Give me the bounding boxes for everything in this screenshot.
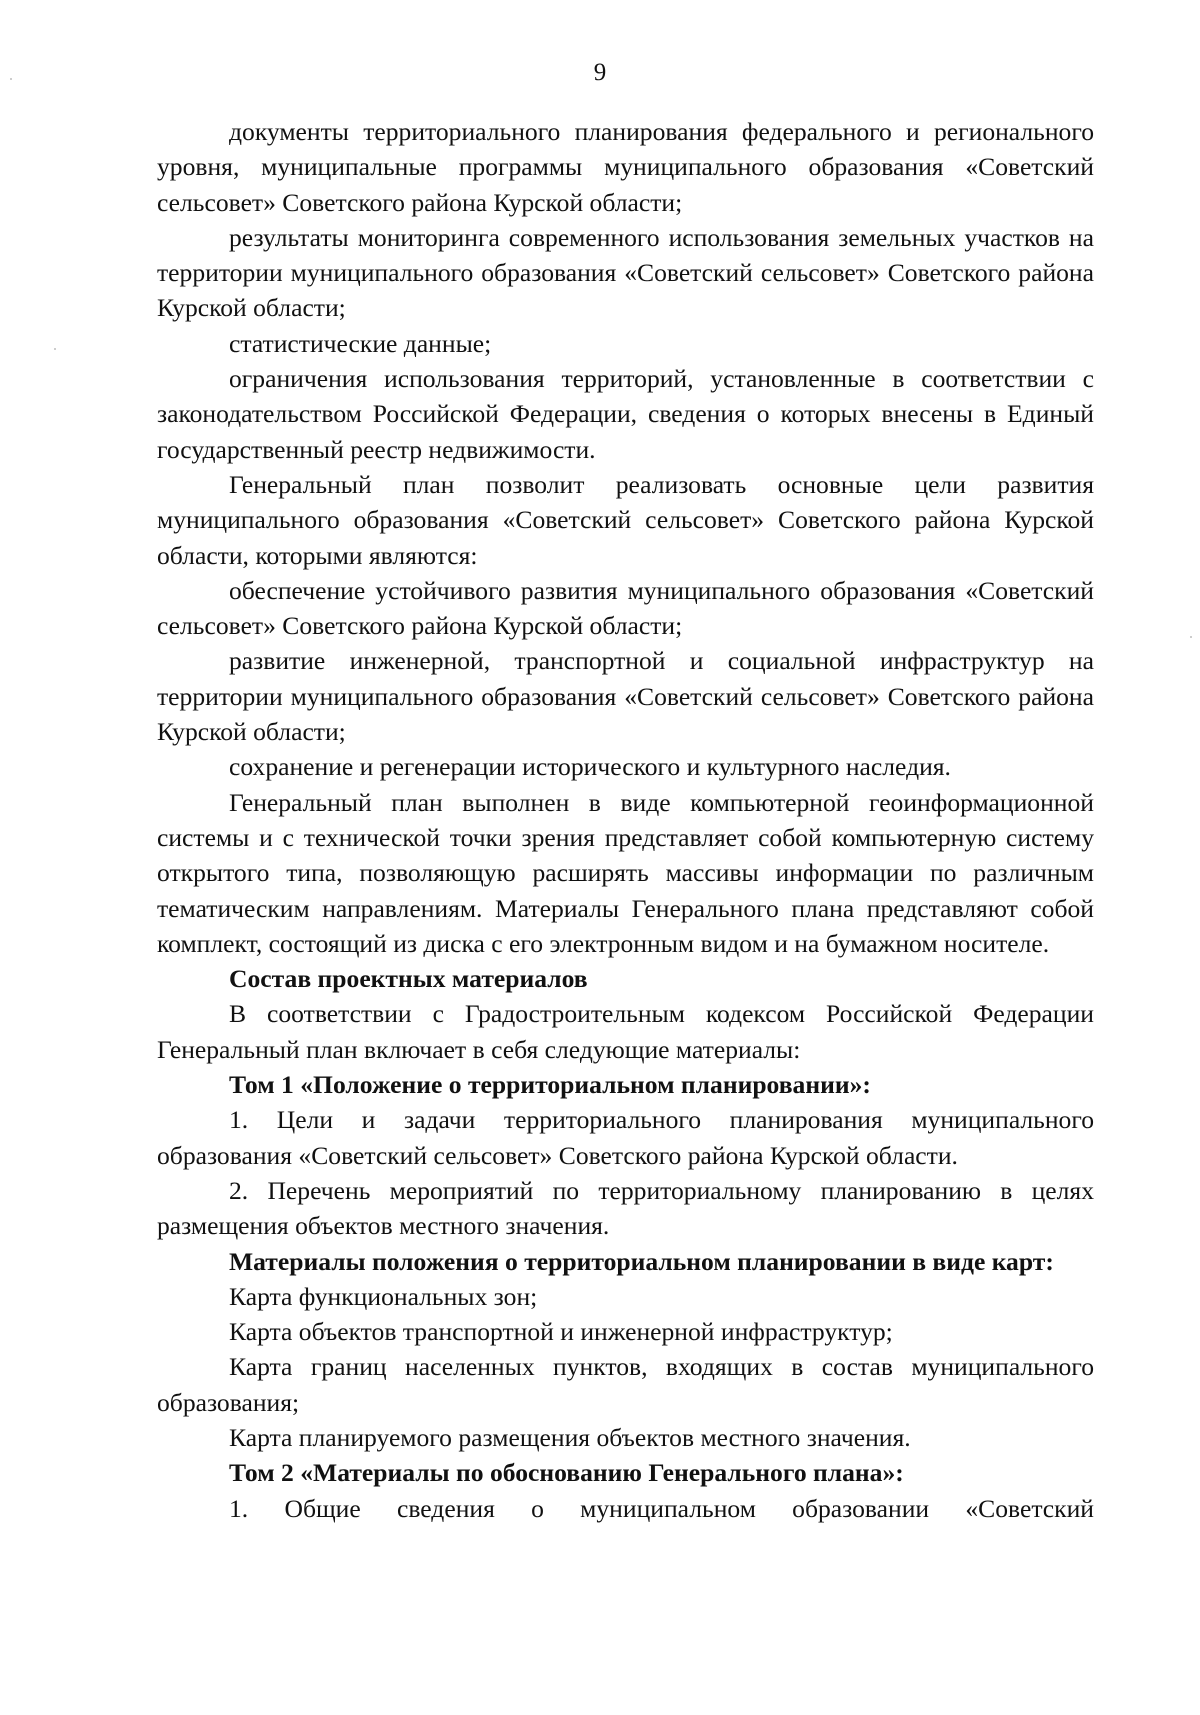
- map-transport-infrastructure: Карта объектов транспортной и инженерной инфраструктур;: [229, 1317, 893, 1347]
- map-local-objects: Карта планируемого размещения объектов местного значения.: [229, 1422, 911, 1452]
- paragraph-general-plan-goals: Генеральный план позволит реализовать основные цели развития муниципального образования «Советский сельсовет» Советского района Курской области, которыми являются:: [157, 469, 1094, 570]
- scan-speck: [1190, 636, 1192, 638]
- paragraph-source-documents: документы территориального планирования федерального и регионального уровня, муниципальные программы муниципального образования «Советский сельсовет» Советского района Курской области;: [157, 117, 1094, 217]
- list-item-measures: 2. Перечень мероприятий по территориальному планированию в целях размещения объектов местного значения.: [157, 1175, 1094, 1241]
- list-item-general-info: 1. Общие сведения о муниципальном образовании «Советский: [229, 1493, 1094, 1523]
- list-item-goals-tasks: 1. Цели и задачи территориального планирования муниципального образования «Советский сельсовет» Советского района Курской области.: [157, 1105, 1094, 1170]
- maps-materials-heading: Материалы положения о территориальном планировании в виде карт:: [229, 1246, 1054, 1276]
- map-functional-zones: Карта функциональных зон;: [229, 1281, 538, 1311]
- volume-2-heading: Том 2 «Материалы по обоснованию Генерального плана»:: [229, 1458, 904, 1488]
- paragraph-statistics: статистические данные;: [229, 328, 492, 358]
- scan-speck: [54, 348, 56, 350]
- paragraph-heritage: сохранение и регенерации исторического и культурного наследия.: [229, 752, 951, 782]
- paragraph-restrictions: ограничения использования территорий, установленные в соответствии с законодательством Российской Федерации, сведения о которых внесены в Единый государственный реестр недвижимости.: [157, 364, 1094, 464]
- map-settlement-boundaries: Карта границ населенных пунктов, входящих в состав муниципального образования;: [157, 1352, 1094, 1417]
- paragraph-monitoring-results: результаты мониторинга современного использования земельных участков на территории муниципального образования «Советский сельсовет» Советского района Курской области;: [157, 222, 1094, 323]
- paragraph-sustainable-development: обеспечение устойчивого развития муниципального образования «Советский сельсовет» Советского района Курской области;: [157, 575, 1094, 641]
- body-text: [157, 114, 1094, 1526]
- paragraph-gis-description: Генеральный план выполнен в виде компьютерной геоинформационной системы и с технической точки зрения представляет собой компьютерную систему открытого типа, позволяющую расширять массивы информации по различным тематическим направлениям. Материалы Генерального плана представляют собой комплект, состоящий из диска с его электронным видом и на бумажном носителе.: [157, 787, 1094, 958]
- paragraph-urban-code: В соответствии с Градостроительным кодексом Российской Федерации Генеральный план включает в себя следующие материалы:: [157, 999, 1094, 1064]
- section-heading-project-materials: Состав проектных материалов: [229, 964, 588, 994]
- page-number: 9: [593, 59, 607, 86]
- scan-speck: [10, 78, 12, 80]
- paragraph-infrastructure-development: развитие инженерной, транспортной и социальной инфраструктур на территории муниципального образования «Советский сельсовет» Советского района Курской области;: [157, 646, 1094, 747]
- volume-1-heading: Том 1 «Положение о территориальном планировании»:: [229, 1070, 871, 1100]
